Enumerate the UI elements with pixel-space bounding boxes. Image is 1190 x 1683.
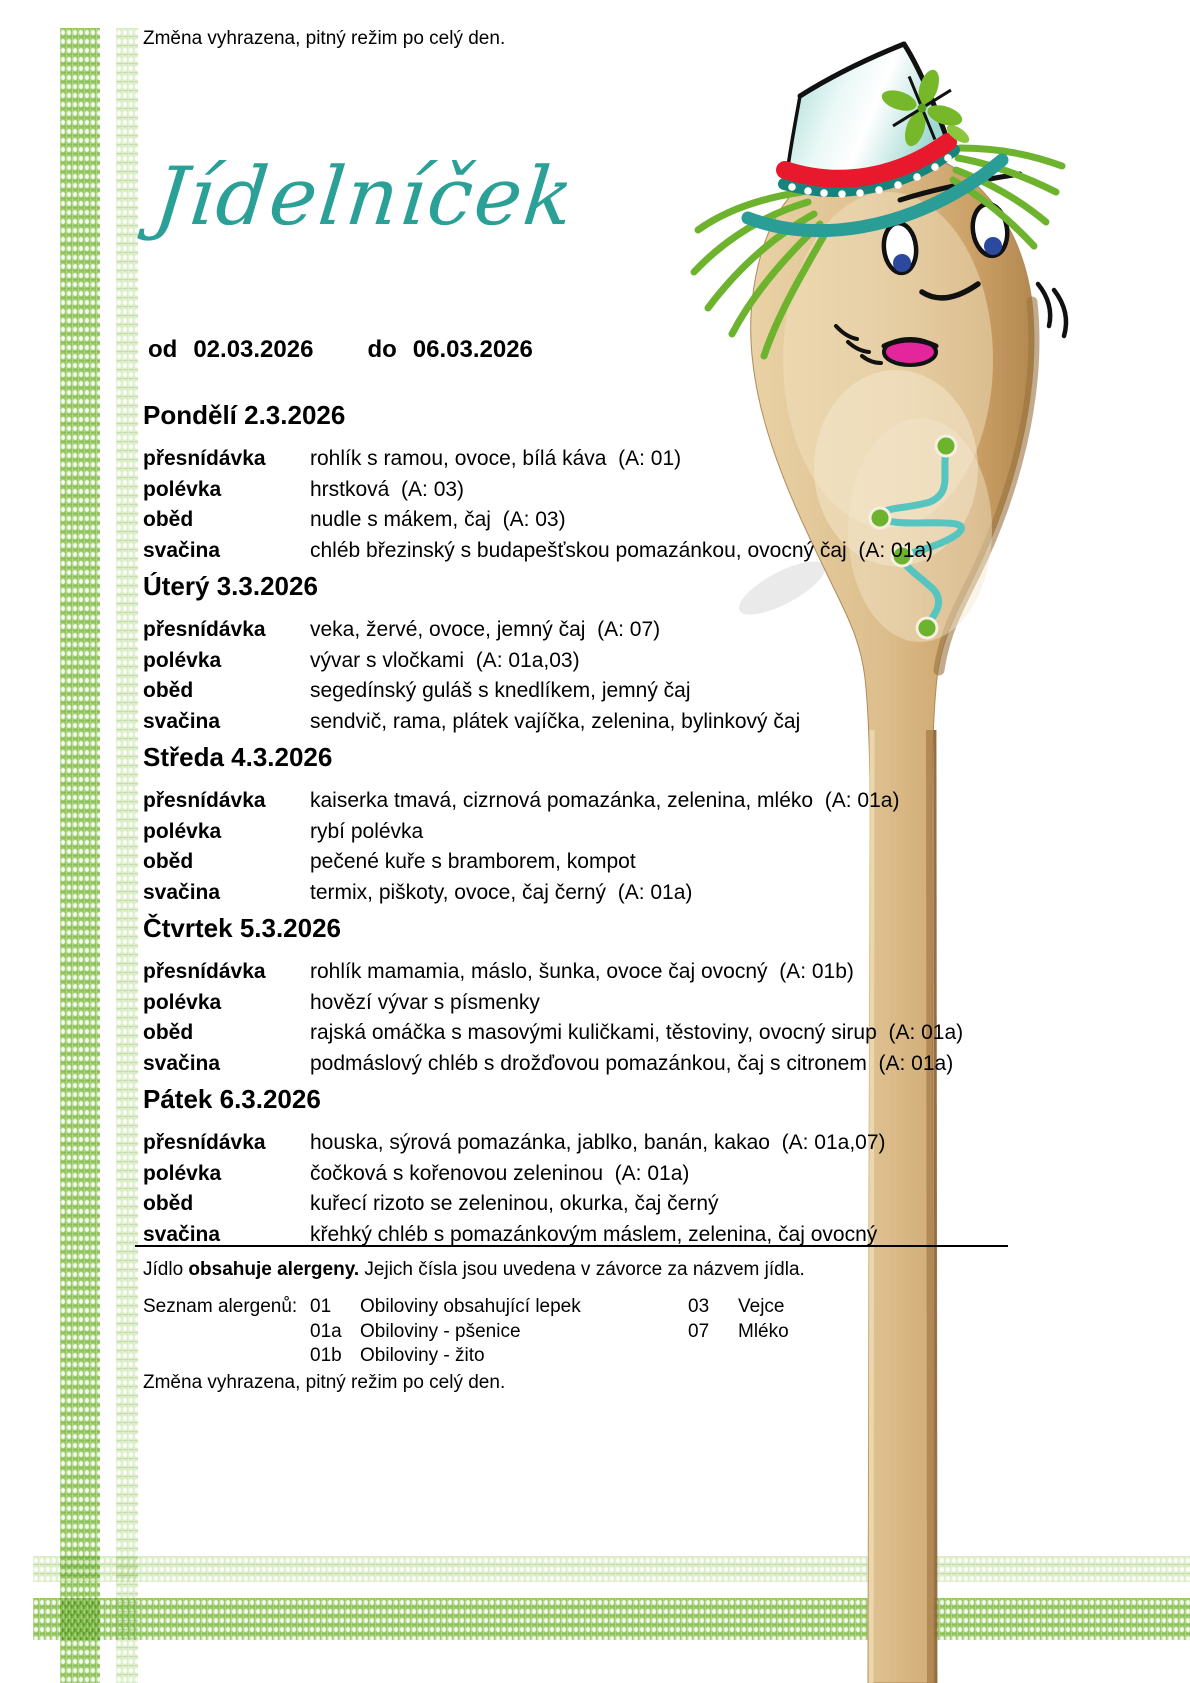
day-section-tuesday: [143, 571, 1043, 737]
allergen-list: [143, 1295, 789, 1369]
allergen-name: Mléko: [738, 1320, 789, 1342]
bottom-notice: Změna vyhrazena, pitný režim po celý den.: [143, 1372, 506, 1393]
meal-value: veka, žervé, ovoce, jemný čaj (A: 07): [310, 618, 661, 641]
date-from: 02.03.2026: [193, 336, 314, 363]
meal-value: hrstková (A: 03): [310, 477, 465, 501]
allergen-code: [688, 1344, 738, 1369]
allergen-note-rest: Jejich čísla jsou uvedena v závorce za názvem jídla.: [359, 1259, 805, 1280]
allergen-note: [143, 1259, 805, 1281]
meal-value: kuřecí rizoto se zeleninou, okurka, čaj černý: [310, 1192, 719, 1215]
meal-label: svačina: [143, 1051, 221, 1075]
meal-label: oběd: [143, 1192, 194, 1215]
day-section-friday: [143, 1084, 1043, 1250]
day-heading: Pondělí 2.3.2026: [143, 400, 346, 430]
day-section-wednesday: [143, 742, 1043, 908]
allergen-code: 01: [310, 1296, 332, 1317]
tablecloth-vertical-stripe-light: [116, 28, 138, 1683]
meal-row: [143, 1159, 1043, 1190]
allergen-row: [143, 1344, 789, 1369]
meal-row: [143, 505, 1043, 536]
meal-value: sendvič, rama, plátek vajíčka, zelenina, bylinkový čaj: [310, 709, 801, 733]
meal-label: oběd: [143, 679, 194, 702]
tablecloth-vertical-stripe-dark: [60, 28, 100, 1683]
meal-label: oběd: [143, 508, 194, 531]
meal-value: rajská omáčka s masovými kuličkami, těstoviny, ovocný sirup (A: 01a): [310, 1021, 964, 1044]
meal-label: polévka: [143, 1161, 222, 1185]
meal-label: přesnídávka: [143, 618, 266, 641]
allergen-note-prefix: Jídlo: [143, 1259, 189, 1280]
meal-row: [143, 615, 1043, 646]
allergen-row: [143, 1320, 789, 1345]
meal-row: [143, 1018, 1043, 1049]
meal-row: [143, 536, 1043, 567]
allergen-list-spacer: [143, 1320, 310, 1345]
allergen-list-label: Seznam alergenů:: [143, 1296, 298, 1317]
meal-value: rohlík s ramou, ovoce, bílá káva (A: 01): [310, 447, 682, 470]
meal-row: [143, 957, 1043, 988]
allergen-name: Obiloviny - žito: [360, 1345, 485, 1366]
meal-label: oběd: [143, 850, 194, 873]
meal-value: nudle s mákem, čaj (A: 03): [310, 508, 566, 531]
meal-value: čočková s kořenovou zeleninou (A: 01a): [310, 1161, 690, 1185]
menu-days: [143, 395, 1043, 1250]
allergen-code: 07: [688, 1320, 710, 1342]
meal-value: hovězí vývar s písmenky: [310, 990, 540, 1014]
meal-label: svačina: [143, 709, 221, 733]
allergen-code: 03: [688, 1296, 710, 1317]
meal-label: svačina: [143, 1222, 221, 1246]
day-heading: Úterý 3.3.2026: [143, 571, 318, 601]
meal-row: [143, 1189, 1043, 1220]
allergen-name: Obiloviny obsahující lepek: [360, 1296, 581, 1317]
meal-value: termix, piškoty, ovoce, čaj černý (A: 01a): [310, 880, 693, 904]
meal-value: křehký chléb s pomazánkovým máslem, zelenina, čaj ovocný: [310, 1222, 878, 1246]
meal-label: přesnídávka: [143, 789, 266, 812]
meal-label: přesnídávka: [143, 447, 266, 470]
meal-label: polévka: [143, 990, 222, 1014]
day-section-monday: [143, 400, 1043, 566]
meal-row: [143, 444, 1043, 475]
day-heading: Středa 4.3.2026: [143, 742, 333, 772]
meal-row: [143, 988, 1043, 1019]
date-to-label: do: [367, 336, 397, 363]
meal-label: oběd: [143, 1021, 194, 1044]
page-title: Jídelníček: [150, 150, 580, 243]
meal-row: [143, 707, 1043, 738]
meal-row: [143, 646, 1043, 677]
meal-label: svačina: [143, 538, 221, 562]
divider-line: [135, 1245, 1008, 1247]
day-heading: Čtvrtek 5.3.2026: [143, 913, 342, 943]
meal-row: [143, 786, 1043, 817]
meal-value: vývar s vločkami (A: 01a,03): [310, 648, 580, 672]
meal-label: přesnídávka: [143, 960, 266, 983]
top-notice: Změna vyhrazena, pitný režim po celý den.: [143, 28, 506, 49]
date-from-label: od: [148, 336, 178, 363]
date-to: 06.03.2026: [412, 336, 533, 363]
meal-row: [143, 878, 1043, 909]
allergen-row: [143, 1295, 789, 1320]
allergen-code: 01a: [310, 1320, 342, 1342]
allergen-code: 01b: [310, 1345, 342, 1366]
meal-row: [143, 676, 1043, 707]
meal-value: houska, sýrová pomazánka, jablko, banán, kakao (A: 01a,07): [310, 1131, 886, 1154]
meal-value: pečené kuře s bramborem, kompot: [310, 850, 636, 873]
allergen-list-spacer: [143, 1344, 310, 1369]
day-heading: Pátek 6.3.2026: [143, 1084, 321, 1114]
meal-value: podmáslový chléb s drožďovou pomazánkou, čaj s citronem (A: 01a): [310, 1051, 954, 1075]
meal-row: [143, 817, 1043, 848]
date-range: [148, 336, 533, 364]
meal-value: rohlík mamamia, máslo, šunka, ovoce čaj ovocný (A: 01b): [310, 960, 854, 983]
meal-label: polévka: [143, 648, 222, 672]
meal-label: polévka: [143, 819, 222, 843]
meal-label: polévka: [143, 477, 222, 501]
meal-value: rybí polévka: [310, 819, 424, 843]
meal-label: svačina: [143, 880, 221, 904]
meal-value: chléb březinský s budapešťskou pomazánkou, ovocný čaj (A: 01a): [310, 538, 934, 562]
meal-value: segedínský guláš s knedlíkem, jemný čaj: [310, 679, 691, 702]
meal-row: [143, 1128, 1043, 1159]
meal-row: [143, 847, 1043, 878]
meal-row: [143, 1049, 1043, 1080]
meal-label: přesnídávka: [143, 1131, 266, 1154]
meal-row: [143, 475, 1043, 506]
allergen-note-bold: obsahuje alergeny.: [188, 1259, 360, 1280]
allergen-name: Vejce: [738, 1296, 785, 1317]
allergen-name: Obiloviny - pšenice: [360, 1320, 521, 1342]
meal-value: kaiserka tmavá, cizrnová pomazánka, zelenina, mléko (A: 01a): [310, 789, 900, 812]
day-section-thursday: [143, 913, 1043, 1079]
